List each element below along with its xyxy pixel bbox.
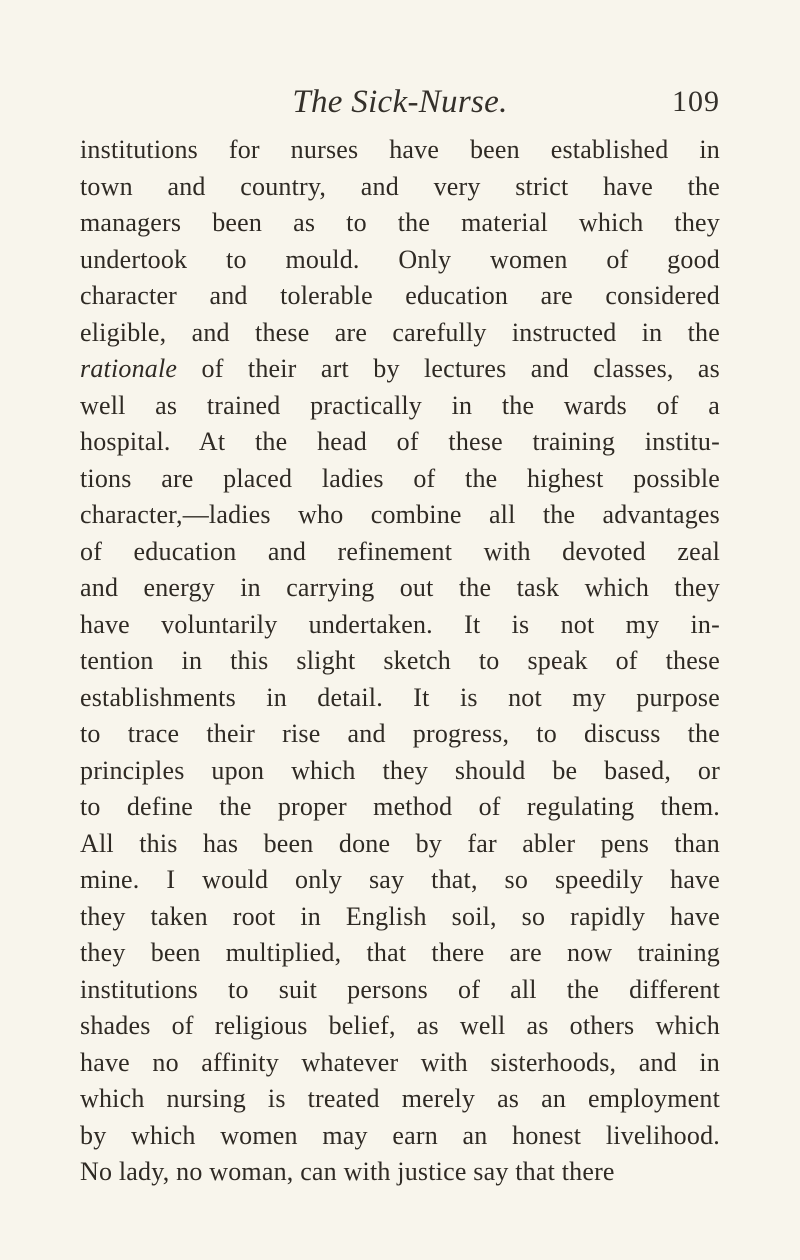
text-line: eligible, and these are carefully instructed in the	[80, 317, 720, 347]
text-line: undertook to mould. Only women of good	[80, 244, 720, 274]
text-line: hospital. At the head of these training institu-	[80, 427, 720, 456]
text-line	[80, 351, 720, 388]
text-line: tention in this slight sketch to speak of these	[80, 646, 720, 675]
text-line: tions are placed ladies of the highest possible	[80, 463, 720, 493]
body-paragraph	[80, 132, 720, 1191]
text-line: mine. I would only say that, so speedily have	[80, 865, 720, 894]
text-line: principles upon which they should be based, or	[80, 755, 720, 785]
text-line: character,—ladies who combine all the advantages	[80, 500, 720, 529]
text-line: have no affinity whatever with sisterhoods, and in	[80, 1047, 720, 1077]
text-line: institutions to suit persons of all the different	[80, 974, 720, 1004]
text-line: they been multiplied, that there are now training	[80, 938, 720, 967]
text-line: institutions for nurses have been established in	[80, 135, 720, 164]
text-line: of education and refinement with devoted zeal	[80, 536, 720, 566]
text-line: No lady, no woman, can with justice say that there	[80, 1157, 615, 1186]
text-line: by which women may earn an honest livelihood.	[80, 1120, 720, 1150]
running-title: The Sick-Nurse.	[292, 84, 508, 120]
running-head	[80, 80, 720, 124]
text-line: to define the proper method of regulating them.	[80, 792, 720, 821]
text-line: they taken root in English soil, so rapidly have	[80, 901, 720, 931]
text-line: establishments in detail. It is not my purpose	[80, 682, 720, 712]
text-line: town and country, and very strict have the	[80, 171, 720, 201]
text-line: managers been as to the material which they	[80, 208, 720, 237]
text-line: to trace their rise and progress, to discuss the	[80, 719, 720, 748]
text-line: have voluntarily undertaken. It is not my in-	[80, 609, 720, 639]
text-line-rest: of their art by lectures and classes, as	[177, 354, 720, 383]
italic-term: rationale	[80, 354, 178, 383]
text-line: shades of religious belief, as well as others which	[80, 1011, 720, 1040]
text-line: which nursing is treated merely as an employment	[80, 1084, 720, 1113]
text-line: character and tolerable education are considered	[80, 281, 720, 310]
page-number: 109	[672, 85, 720, 118]
text-line: and energy in carrying out the task which they	[80, 573, 720, 602]
text-line: well as trained practically in the wards of a	[80, 390, 720, 420]
text-line: All this has been done by far abler pens than	[80, 828, 720, 858]
